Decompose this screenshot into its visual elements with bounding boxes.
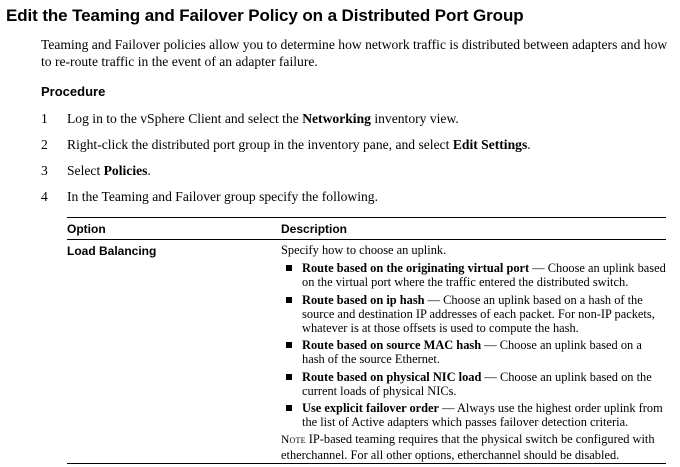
list-item <box>281 338 666 366</box>
list-item <box>281 401 666 429</box>
step-text: . <box>527 137 531 152</box>
intro-paragraph: Teaming and Failover policies allow you to determine how network traffic is distributed between adapters and how to re-route traffic in the event of an adapter failure. <box>41 37 668 69</box>
square-bullet-icon <box>286 405 292 411</box>
step-text-bold: Edit Settings <box>452 137 528 152</box>
note <box>281 432 666 461</box>
step-number: 4 <box>41 189 48 204</box>
bullet-title: Route based on physical NIC load <box>302 369 482 384</box>
list-item <box>281 293 666 336</box>
column-header-option: Option <box>67 222 106 236</box>
note-label: Note <box>281 434 306 447</box>
step-text-bold: Policies <box>103 163 148 178</box>
step-number: 3 <box>41 163 48 178</box>
bullet-title: Route based on ip hash <box>302 292 425 307</box>
step-text: Select <box>67 163 104 178</box>
list-item <box>281 261 666 289</box>
table-bottom-rule <box>67 463 666 464</box>
square-bullet-icon <box>286 342 292 348</box>
procedure-step <box>41 189 378 205</box>
table-header-rule <box>67 239 666 240</box>
step-number: 2 <box>41 137 48 152</box>
bullet-title: Route based on source MAC hash <box>302 338 482 353</box>
bullet-text: — Choose an uplink based on the virtual port where the traffic entered the distributed switch. <box>302 261 666 290</box>
option-name: Load Balancing <box>67 244 157 258</box>
procedure-step <box>41 137 531 153</box>
description-lead: Specify how to choose an uplink. <box>281 243 447 257</box>
procedure-step <box>41 163 151 179</box>
step-text: . <box>147 163 151 178</box>
bullet-title: Route based on the originating virtual port <box>302 261 530 276</box>
table-top-rule <box>67 217 666 218</box>
square-bullet-icon <box>286 374 292 380</box>
procedure-heading: Procedure <box>41 84 106 99</box>
options-table <box>67 217 666 465</box>
option-description <box>281 243 666 462</box>
step-text: Log in to the vSphere Client and select the <box>67 111 303 126</box>
page-title: Edit the Teaming and Failover Policy on a Distributed Port Group <box>6 6 524 25</box>
step-text-bold: Networking <box>302 111 371 126</box>
step-text: Right-click the distributed port group in the inventory pane, and select <box>67 137 453 152</box>
bullet-list <box>281 261 666 429</box>
list-item <box>281 370 666 398</box>
step-text: inventory view. <box>370 111 459 126</box>
step-text: In the Teaming and Failover group specify the following. <box>67 189 379 204</box>
bullet-text: — Choose an uplink based on a hash of the source Ethernet. <box>302 338 642 367</box>
square-bullet-icon <box>286 265 292 271</box>
square-bullet-icon <box>286 297 292 303</box>
bullet-text: — Choose an uplink based on the current loads of physical NICs. <box>302 369 652 398</box>
bullet-text: — Choose an uplink based on a hash of the source and destination IP addresses of each packet. For non-IP packets, whatever is at those offsets is used to compute the hash. <box>302 292 655 336</box>
bullet-text: — Always use the highest order uplink from the list of Active adapters which passes failover detection criteria. <box>302 401 663 430</box>
step-number: 1 <box>41 111 48 126</box>
bullet-title: Use explicit failover order <box>302 401 440 416</box>
procedure-step <box>41 111 459 127</box>
note-text: IP-based teaming requires that the physical switch be configured with etherchannel. For all other options, etherchannel should be disabled. <box>281 432 655 462</box>
column-header-description: Description <box>281 222 348 236</box>
